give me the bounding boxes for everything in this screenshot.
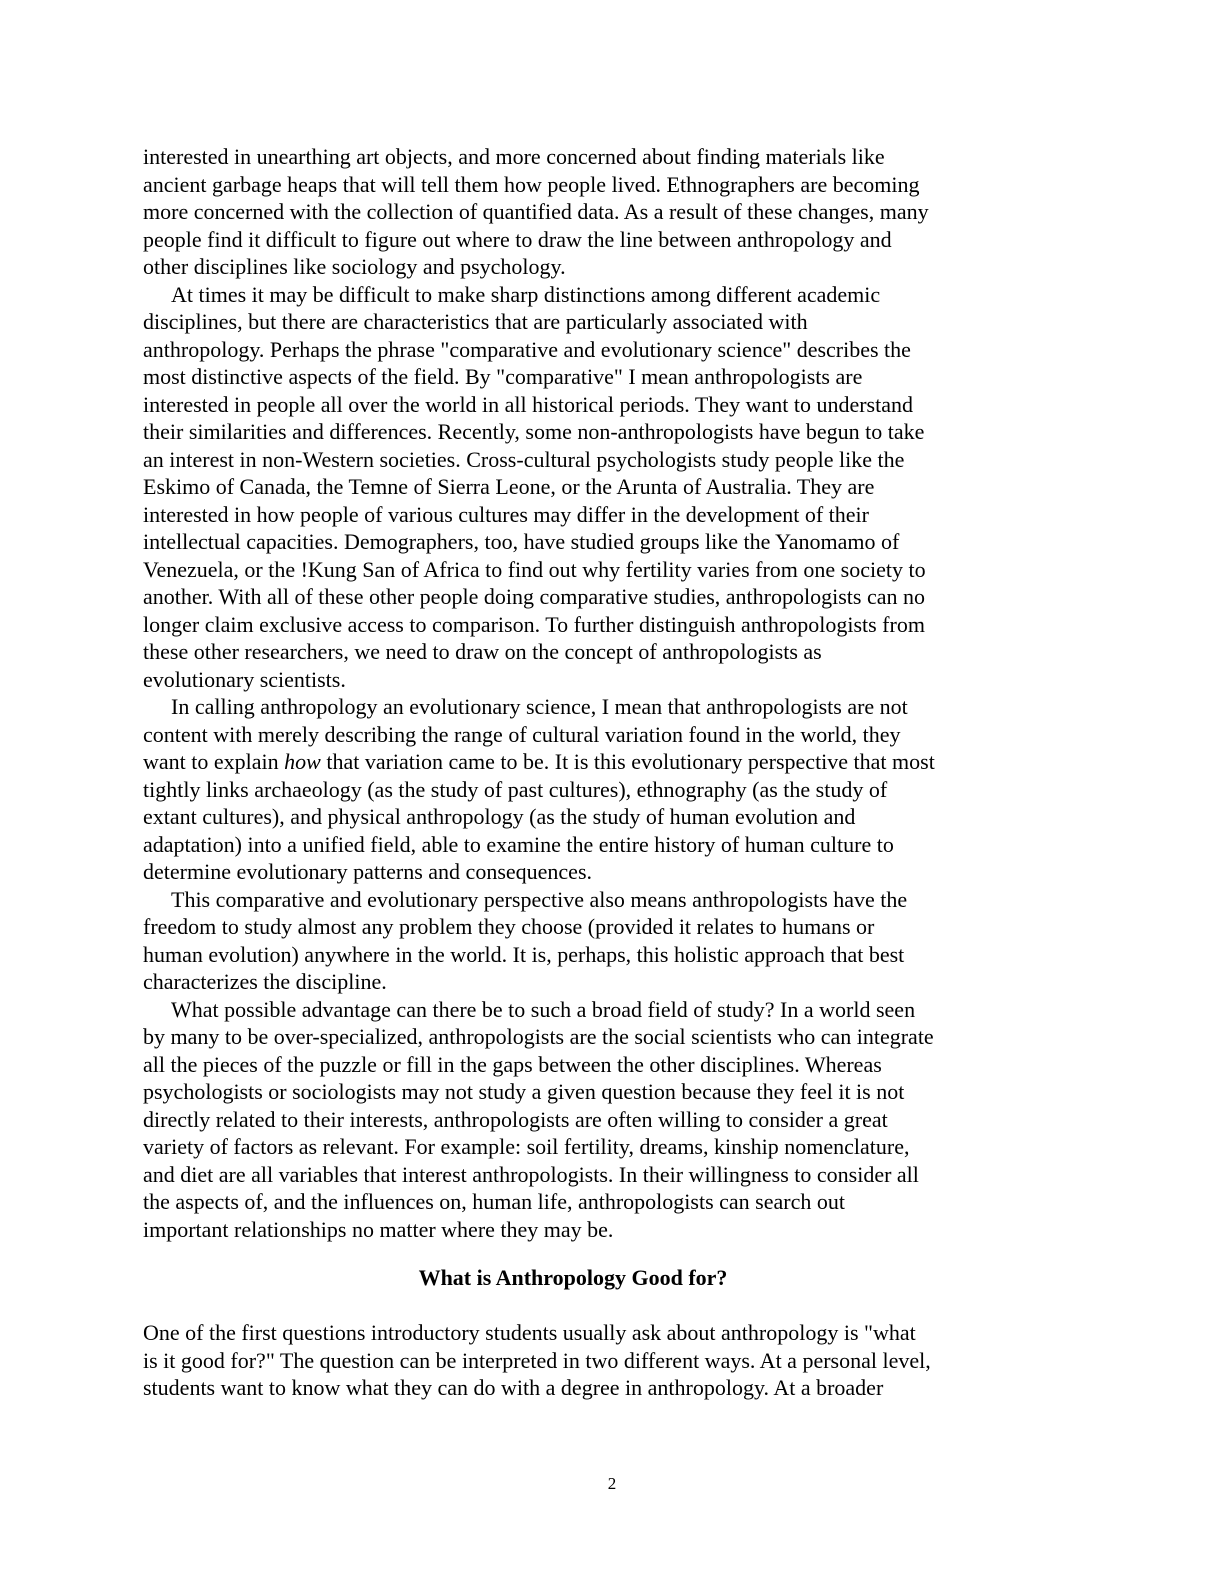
text-segment: that variation came to be. It is this evolutionary perspective that most bbox=[320, 749, 935, 774]
text-line: an interest in non-Western societies. Cross-cultural psychologists study people like the bbox=[143, 446, 905, 472]
paragraph-3 bbox=[143, 693, 1003, 886]
text-line: At times it may be difficult to make sharp distinctions among different academic bbox=[171, 281, 881, 307]
text-line: ancient garbage heaps that will tell them how people lived. Ethnographers are becoming bbox=[143, 171, 920, 197]
body-text-lower bbox=[143, 1319, 1003, 1402]
text-line: people find it difficult to figure out where to draw the line between anthropology and bbox=[143, 226, 892, 252]
paragraph-5 bbox=[143, 996, 1003, 1244]
text-line: interested in unearthing art objects, and more concerned about finding materials like bbox=[143, 144, 885, 169]
text-line: other disciplines like sociology and psychology. bbox=[143, 254, 566, 279]
text-line: all the pieces of the puzzle or fill in the gaps between the other disciplines. Whereas bbox=[143, 1051, 882, 1077]
text-line: This comparative and evolutionary perspective also means anthropologists have the bbox=[171, 886, 908, 912]
text-line: most distinctive aspects of the field. By "comparative" I mean anthropologists are bbox=[143, 364, 863, 389]
text-line: longer claim exclusive access to comparison. To further distinguish anthropologists from bbox=[143, 611, 925, 637]
text-line: adaptation) into a unified field, able to examine the entire history of human culture to bbox=[143, 831, 894, 857]
paragraph-1 bbox=[143, 143, 1003, 281]
text-line: determine evolutionary patterns and consequences. bbox=[143, 859, 593, 884]
text-line: anthropology. Perhaps the phrase "comparative and evolutionary science" describes the bbox=[143, 336, 911, 362]
text-line: is it good for?" The question can be interpreted in two different ways. At a personal level, bbox=[143, 1347, 931, 1373]
text-line: content with merely describing the range of cultural variation found in the world, they bbox=[143, 721, 901, 747]
body-text-upper bbox=[143, 143, 1003, 1243]
text-line: their similarities and differences. Recently, some non-anthropologists have begun to take bbox=[143, 419, 925, 444]
text-line: interested in people all over the world in all historical periods. They want to understand bbox=[143, 391, 913, 417]
text-line: important relationships no matter where they may be. bbox=[143, 1216, 614, 1242]
text-line: intellectual capacities. Demographers, too, have studied groups like the Yanomamo of bbox=[143, 529, 900, 554]
text-line: psychologists or sociologists may not study a given question because they feel it is not bbox=[143, 1079, 905, 1104]
page-number: 2 bbox=[607, 1474, 617, 1493]
text-line: freedom to study almost any problem they choose (provided it relates to humans or bbox=[143, 914, 875, 939]
text-line: disciplines, but there are characteristics that are particularly associated with bbox=[143, 309, 808, 334]
text-line: One of the first questions introductory students usually ask about anthropology is "what bbox=[143, 1320, 916, 1345]
text-line: variety of factors as relevant. For example: soil fertility, dreams, kinship nomenclature, bbox=[143, 1134, 910, 1159]
emphasis-word: how bbox=[284, 749, 321, 774]
text-line: tightly links archaeology (as the study of past cultures), ethnography (as the study of bbox=[143, 776, 888, 802]
text-line: What possible advantage can there be to such a broad field of study? In a world seen bbox=[171, 996, 916, 1022]
text-line: characterizes the discipline. bbox=[143, 969, 387, 994]
text-line: In calling anthropology an evolutionary science, I mean that anthropologists are not bbox=[171, 694, 908, 719]
text-line: and diet are all variables that interest anthropologists. In their willingness to consider all bbox=[143, 1161, 919, 1187]
text-line: Venezuela, or the !Kung San of Africa to find out why fertility varies from one society to bbox=[143, 556, 926, 582]
text-line: interested in how people of various cultures may differ in the development of their bbox=[143, 501, 869, 527]
text-line: the aspects of, and the influences on, human life, anthropologists can search out bbox=[143, 1189, 845, 1214]
text-line: by many to be over-specialized, anthropologists are the social scientists who can integrate bbox=[143, 1024, 934, 1049]
text-line: another. With all of these other people doing comparative studies, anthropologists can no bbox=[143, 584, 925, 609]
paragraph-6 bbox=[143, 1319, 1003, 1402]
paragraph-4 bbox=[143, 886, 1003, 996]
text-segment: want to explain bbox=[143, 749, 285, 774]
text-line: more concerned with the collection of quantified data. As a result of these changes, many bbox=[143, 199, 929, 224]
text-line: human evolution) anywhere in the world. It is, perhaps, this holistic approach that best bbox=[143, 941, 905, 967]
text-line: Eskimo of Canada, the Temne of Sierra Leone, or the Arunta of Australia. They are bbox=[143, 474, 875, 499]
text-line: directly related to their interests, anthropologists are often willing to consider a great bbox=[143, 1106, 888, 1132]
text-line: these other researchers, we need to draw on the concept of anthropologists as bbox=[143, 639, 822, 664]
text-line: evolutionary scientists. bbox=[143, 666, 346, 692]
paragraph-2 bbox=[143, 281, 1003, 694]
section-heading: What is Anthropology Good for? bbox=[418, 1265, 728, 1290]
text-line: extant cultures), and physical anthropology (as the study of human evolution and bbox=[143, 804, 856, 829]
text-line: students want to know what they can do with a degree in anthropology. At a broader bbox=[143, 1375, 884, 1400]
text-line-with-emphasis bbox=[143, 748, 1003, 776]
